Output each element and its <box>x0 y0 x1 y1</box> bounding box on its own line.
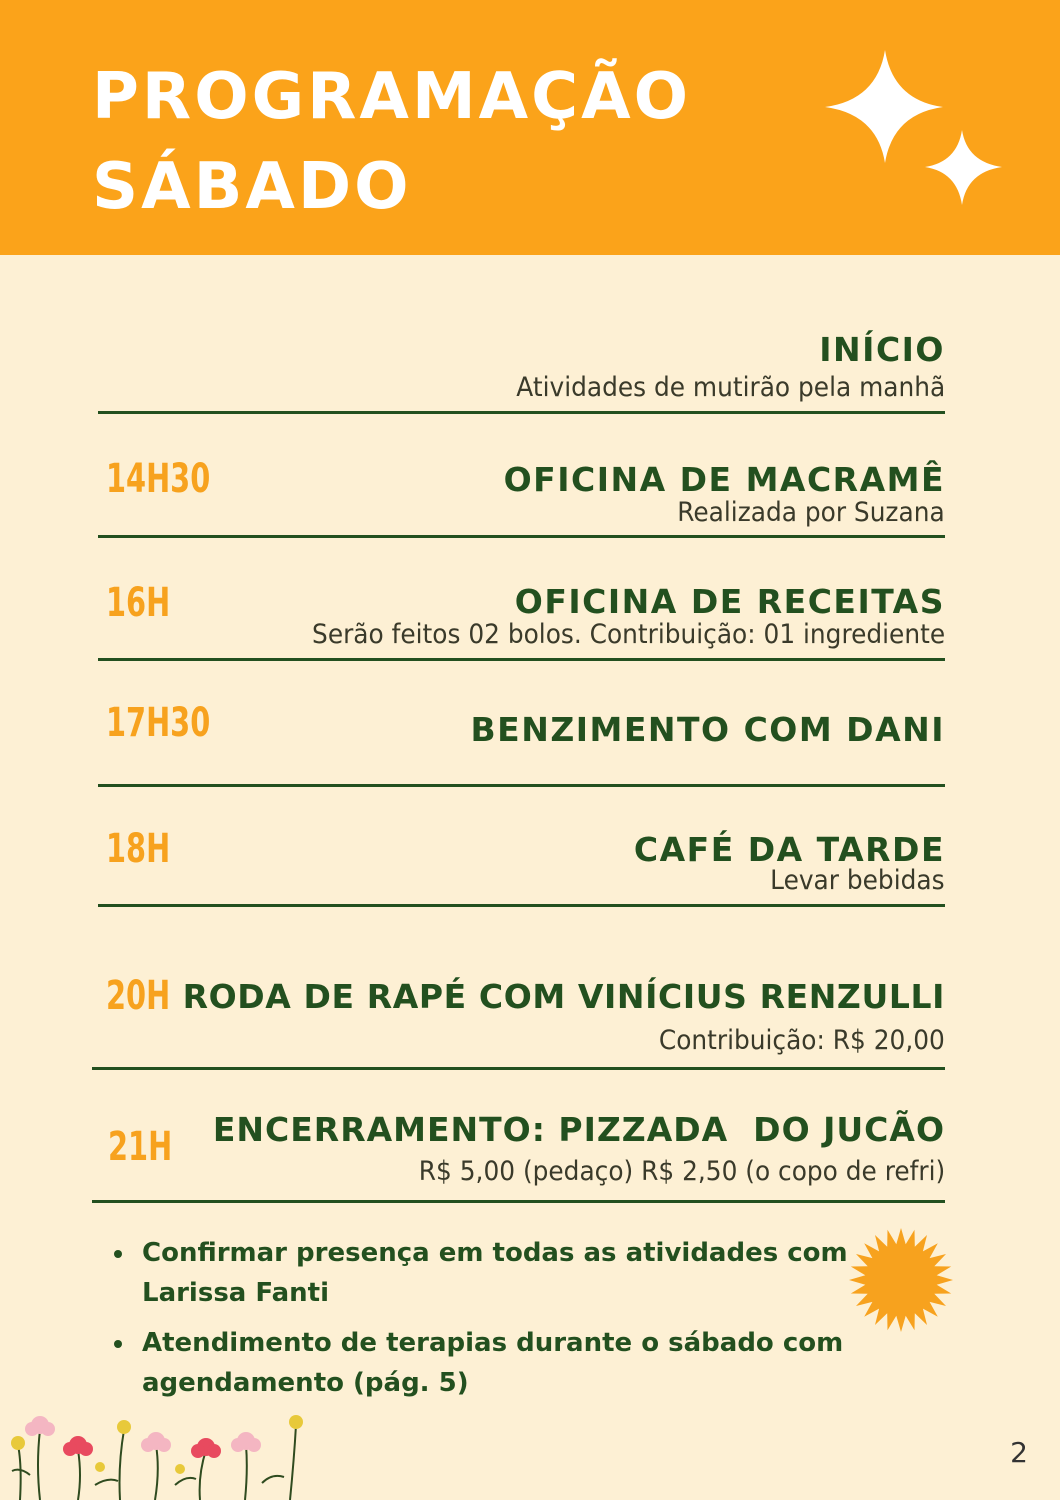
schedule-row-rape <box>92 965 945 1075</box>
activity-description: R$ 5,00 (pedaço) R$ 2,50 (o copo de refri) <box>418 1156 945 1187</box>
activity-time: 20H <box>106 973 171 1019</box>
activity-name: RODA DE RAPÉ COM VINÍCIUS RENZULLI <box>182 977 945 1016</box>
divider <box>98 784 945 787</box>
schedule-row-encerramento <box>92 1100 945 1210</box>
header-banner <box>0 0 1060 255</box>
activity-name: OFICINA DE RECEITAS <box>514 582 945 621</box>
activity-time: 16H <box>106 580 171 626</box>
divider <box>98 658 945 661</box>
activity-name: BENZIMENTO COM DANI <box>470 710 945 749</box>
activity-time: 21H <box>108 1124 173 1170</box>
title-line-2: SÁBADO <box>92 150 412 224</box>
schedule-row-benzimento <box>98 700 945 790</box>
flowers-illustration <box>0 1405 320 1500</box>
activity-name: CAFÉ DA TARDE <box>633 830 945 869</box>
activity-name: INÍCIO <box>819 330 945 369</box>
list-item: Atendimento de terapias durante o sábado com agendamento (pág. 5) <box>112 1323 852 1403</box>
sparkle-stars-icon <box>815 45 1015 215</box>
activity-description: Contribuição: R$ 20,00 <box>659 1025 945 1056</box>
divider <box>98 904 945 907</box>
divider <box>92 1200 945 1203</box>
divider <box>98 411 945 414</box>
activity-description: Levar bebidas <box>770 865 945 896</box>
activity-time: 14H30 <box>106 456 211 502</box>
activity-name: ENCERRAMENTO: PIZZADA DO JUCÃO <box>212 1110 945 1149</box>
schedule-row-cafe <box>98 820 945 910</box>
page-title <box>92 52 691 232</box>
activity-time: 18H <box>106 826 171 872</box>
list-item: Confirmar presença em todas as atividades com Larissa Fanti <box>112 1233 852 1313</box>
activity-description: Realizada por Suzana <box>677 497 945 528</box>
divider <box>92 1067 945 1070</box>
page-number: 2 <box>1010 1436 1028 1469</box>
activity-name: OFICINA DE MACRAMÊ <box>503 460 945 499</box>
divider <box>98 535 945 538</box>
activity-time: 17H30 <box>106 700 211 746</box>
schedule-row-inicio <box>98 320 945 416</box>
notes-list <box>112 1233 852 1413</box>
sun-icon <box>846 1225 956 1335</box>
schedule-row-macrame <box>98 450 945 540</box>
schedule-row-receitas <box>98 572 945 662</box>
activity-description: Serão feitos 02 bolos. Contribuição: 01 ingrediente <box>311 619 945 650</box>
activity-description: Atividades de mutirão pela manhã <box>516 372 945 403</box>
title-line-1: PROGRAMAÇÃO <box>92 60 692 134</box>
